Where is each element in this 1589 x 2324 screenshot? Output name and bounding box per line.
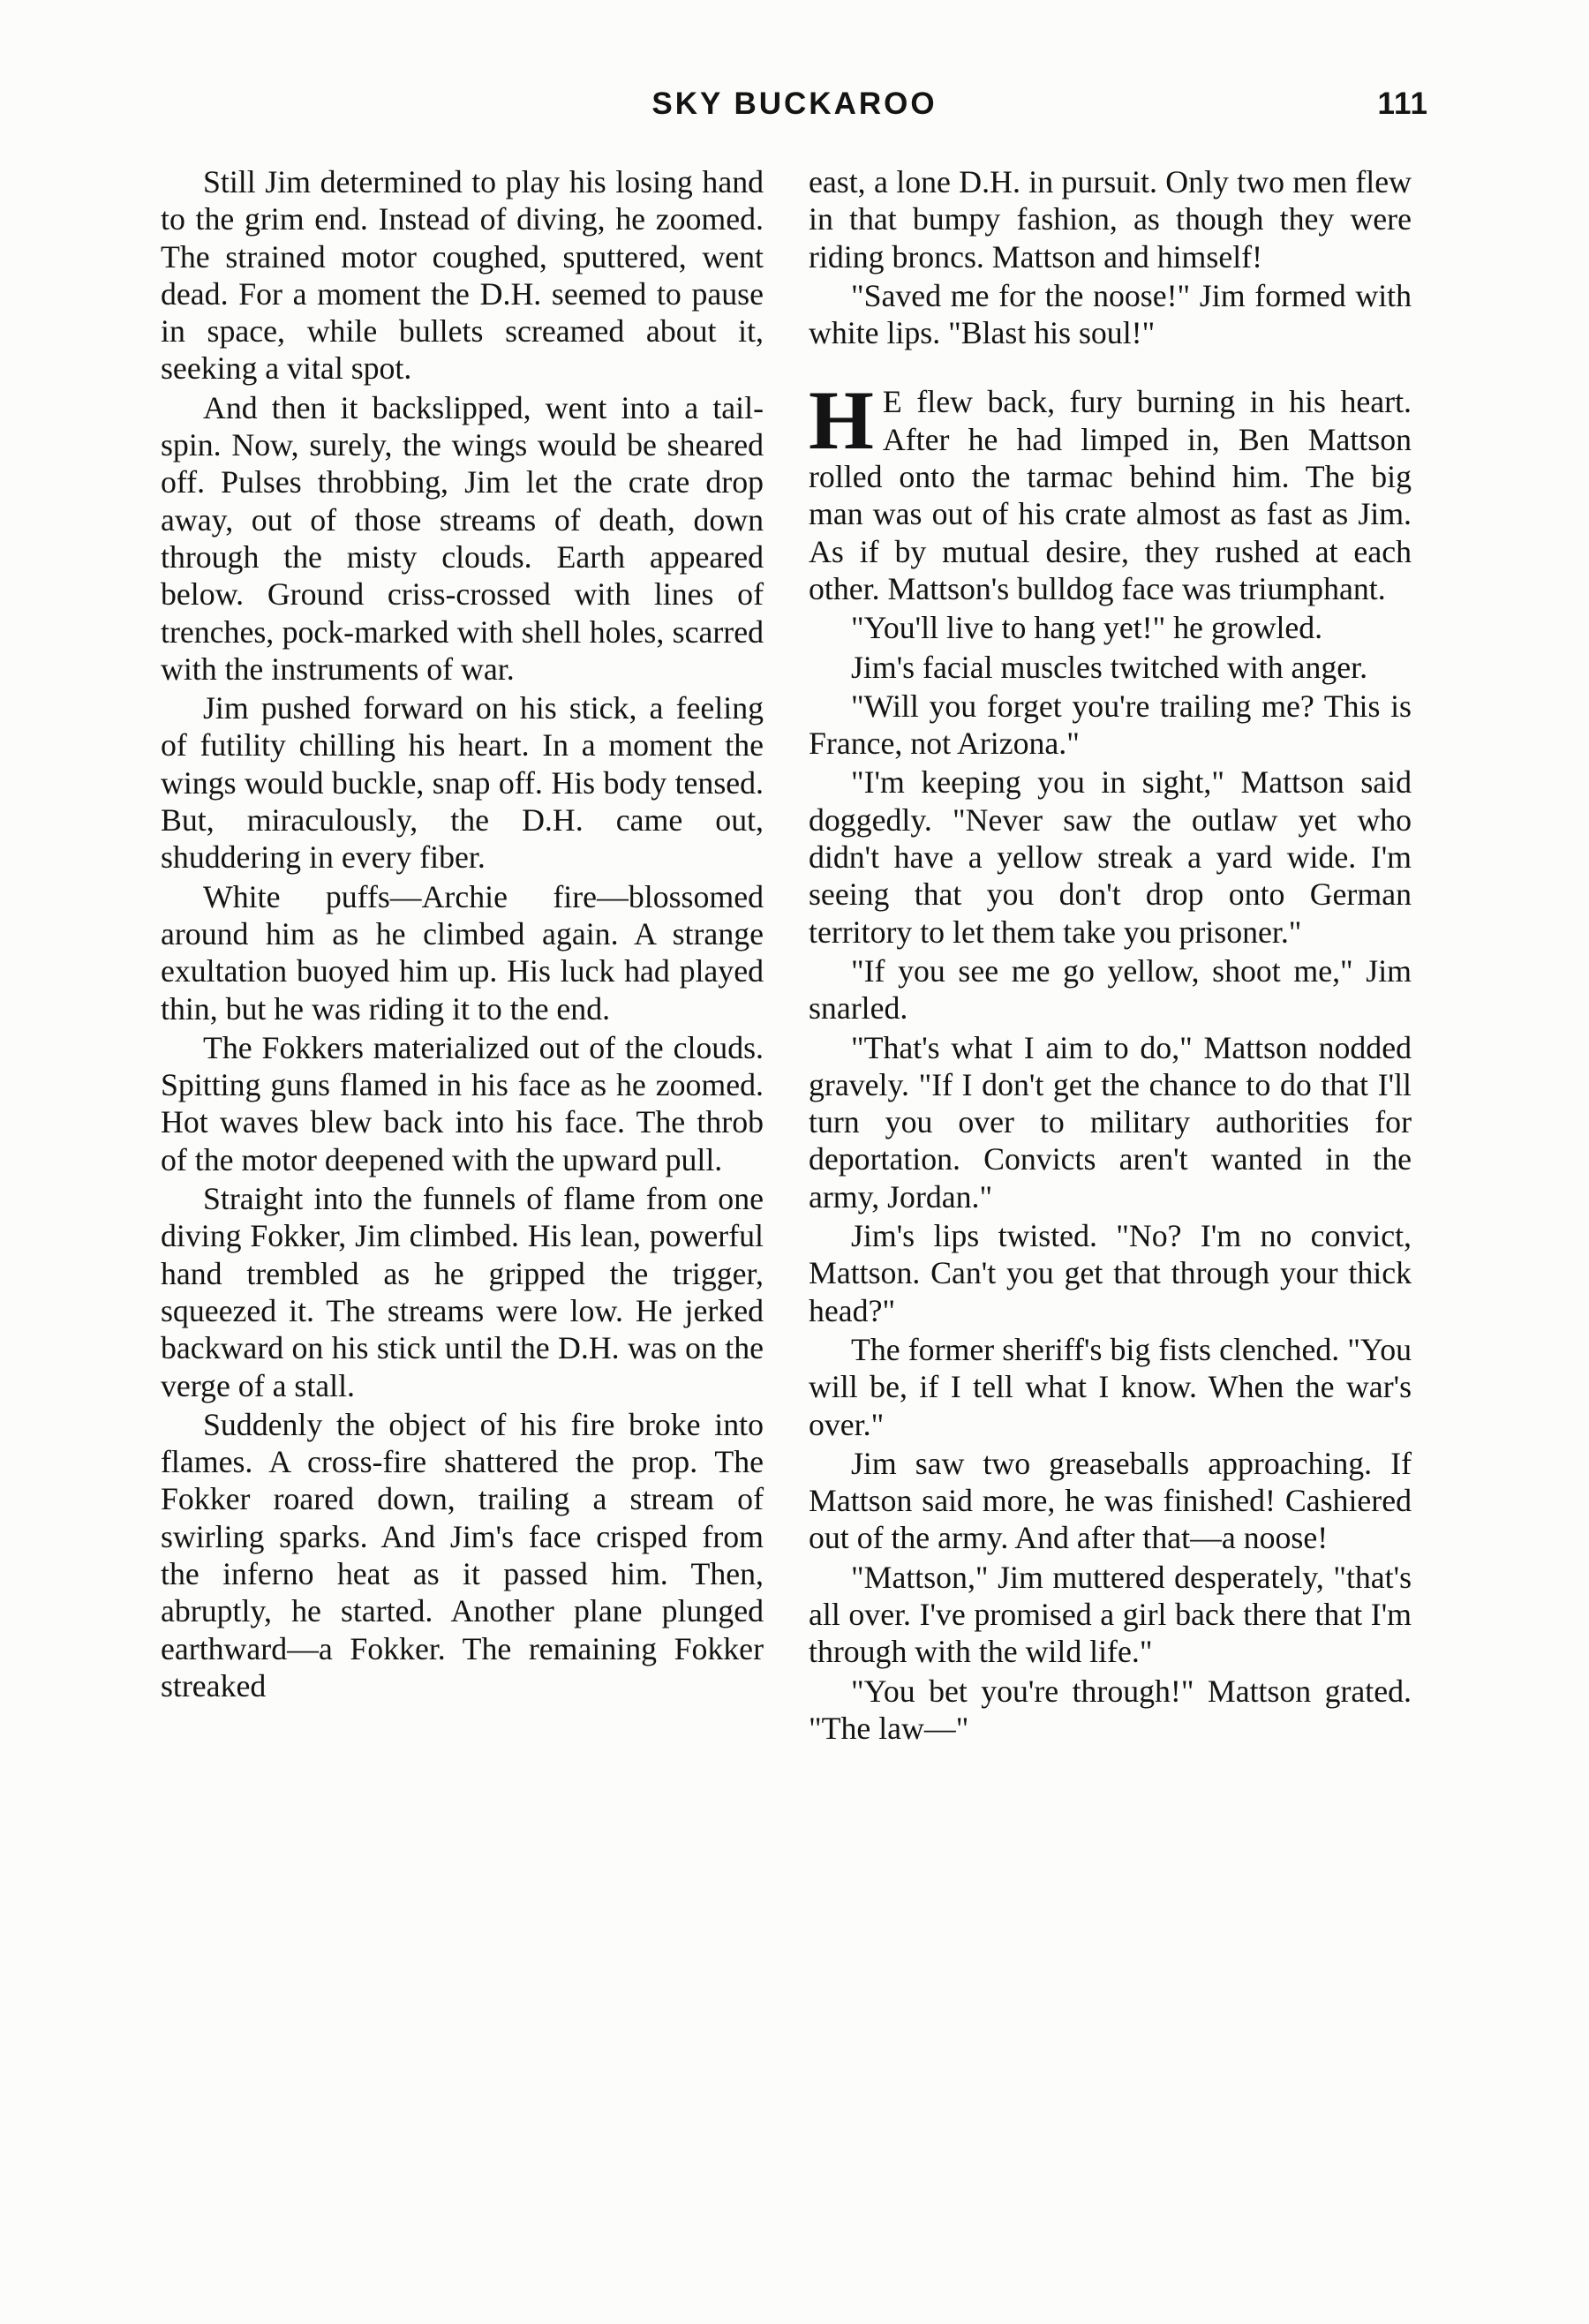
section-opening-text: E flew back, fury burning in his heart. After he had limped in, Ben Mattson rolled onto the tarmac behind him. The big man was out of his crate almost as fast as Jim. As if by mutual desire, they rushed at each other. Mattson's bulldog face was triumphant. <box>809 384 1412 606</box>
paragraph: The former sheriff's big fists clenched. "You will be, if I tell what I know. When the war's over." <box>809 1331 1412 1442</box>
paragraph: "Mattson," Jim muttered desperately, "that's all over. I've promised a girl back there that I'm through with the wild life." <box>809 1559 1412 1670</box>
paragraph: Jim's lips twisted. "No? I'm no convict, Mattson. Can't you get that through your thick head?" <box>809 1218 1412 1328</box>
left-text-column <box>161 163 764 1706</box>
running-header <box>159 86 1430 131</box>
paragraph: Still Jim determined to play his losing hand to the grim end. Instead of diving, he zoomed. The strained motor coughed, sputtered, went dead. For a moment the D.H. seemed to pause in space, while bullets screamed about it, seeking a vital spot. <box>161 164 764 387</box>
paragraph: "If you see me go yellow, shoot me," Jim snarled. <box>809 952 1412 1027</box>
paragraph: Suddenly the object of his fire broke into flames. A cross-fire shattered the prop. The Fokker roared down, trailing a stream of swirling sparks. And Jim's face crisped from the inferno heat as it passed him. Then, abruptly, he started. Another plane plunged earthward—a Fokker. The remaining Fokker streaked <box>161 1406 764 1704</box>
right-text-column <box>809 163 1412 1749</box>
continued-paragraph: east, a lone D.H. in pursuit. Only two men flew in that bumpy fashion, as though they were riding broncs. Mattson and himself! <box>809 164 1412 275</box>
paragraph: Jim saw two greaseballs approaching. If Mattson said more, he was finished! Cashiered out of the army. And after that—a noose! <box>809 1445 1412 1556</box>
paragraph: "You bet you're through!" Mattson grated. "The law—" <box>809 1673 1412 1746</box>
section-opening-paragraph <box>809 373 1412 607</box>
paragraph: Jim's facial muscles twitched with anger. <box>851 649 1368 685</box>
paragraph: The Fokkers materialized out of the clouds. Spitting guns flamed in his face as he zoomed. Hot waves blew back into his face. The throb of the motor deepened with the upward pull. <box>161 1029 764 1177</box>
paragraph: And then it backslipped, went into a tail-spin. Now, surely, the wings would be sheared off. Pulses throbbing, Jim let the crate drop away, out of those streams of death, down through the misty clouds. Earth appeared below. Ground criss-crossed with lines of trenches, pock-marked with shell holes, scarred with the instruments of war. <box>161 389 764 687</box>
paragraph: Straight into the funnels of flame from one diving Fokker, Jim climbed. His lean, powerful hand trembled as he gripped the trigger, squeezed it. The streams were low. He jerked backward on his stick until the D.H. was on the verge of a stall. <box>161 1181 764 1403</box>
paragraph: Jim pushed forward on his stick, a feeling of futility chilling his heart. In a moment the wings would buckle, snap off. His body tensed. But, miraculously, the D.H. came out, shuddering in every fiber. <box>161 690 764 876</box>
paragraph: White puffs—Archie fire—blossomed around him as he climbed again. A strange exultation buoyed him up. His luck had played thin, but he was riding it to the end. <box>161 878 764 1027</box>
page-number: 111 <box>1377 86 1428 121</box>
paragraph: "You'll live to hang yet!" he growled. <box>851 610 1323 646</box>
paragraph: "Saved me for the noose!" Jim formed with white lips. "Blast his soul!" <box>809 277 1412 351</box>
paragraph: "That's what I aim to do," Mattson nodded gravely. "If I don't get the chance to do that I'll turn you over to military authorities for deportation. Convicts aren't wanted in the army, Jordan." <box>809 1029 1412 1215</box>
running-title: SKY BUCKAROO <box>651 86 938 121</box>
paragraph: "Will you forget you're trailing me? This is France, not Arizona." <box>809 688 1412 762</box>
drop-cap: H <box>809 373 874 468</box>
paragraph: "I'm keeping you in sight," Mattson said doggedly. "Never saw the outlaw yet who didn't have a yellow streak a yard wide. I'm seeing that you don't drop onto German territory to let them take you prisoner." <box>809 764 1412 950</box>
